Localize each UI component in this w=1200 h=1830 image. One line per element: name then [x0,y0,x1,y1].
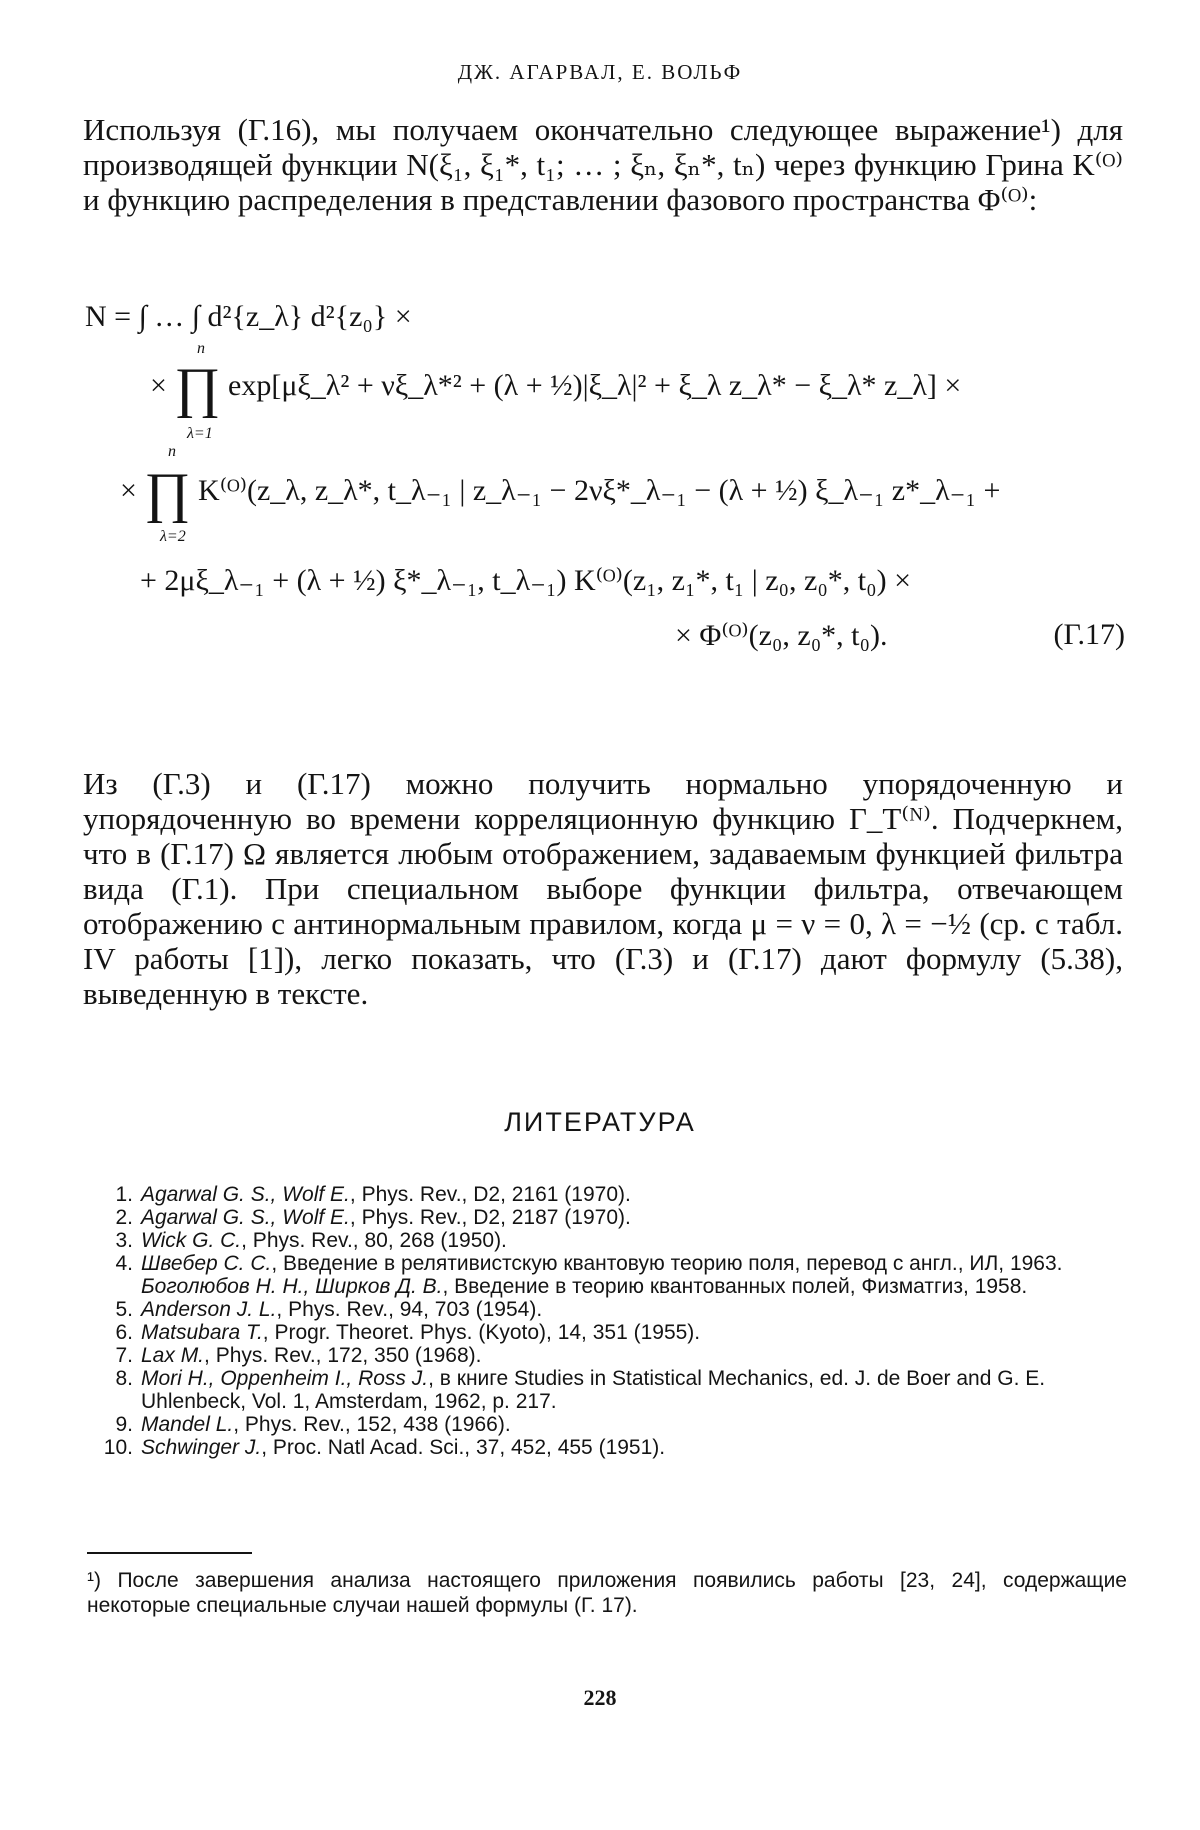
product-2-upper-limit: n [168,443,176,460]
equation-line-2-group [150,357,962,419]
reference-number: 4. [115,1252,133,1275]
reference-details: , Phys. Rev., D2, 2187 (1970). [349,1206,631,1229]
reference-item [85,1413,1130,1436]
intro-paragraph [83,112,1123,217]
reference-text [141,1413,1130,1436]
reference-number: 6. [115,1321,133,1344]
equation-line-5: × Φ⁽ᴼ⁾(z₀, z₀*, t₀). [675,619,888,652]
reference-text [141,1275,1130,1298]
reference-text [141,1229,1130,1252]
reference-details: , Phys. Rev., 152, 438 (1966). [233,1413,511,1436]
reference-author: Agarwal G. S., Wolf E. [141,1183,350,1206]
reference-number: 9. [115,1413,133,1436]
reference-author: Agarwal G. S., Wolf E. [141,1206,350,1229]
equation-line-3: K⁽ᴼ⁾(z_λ, z_λ*, t_λ₋₁ | z_λ₋₁ − 2νξ*_λ₋₁ − (λ + ½) ξ_λ₋₁ z*_λ₋₁ + [198,473,1001,507]
reference-item [85,1436,1130,1459]
reference-number: 2. [115,1206,133,1229]
reference-details: , Proc. Natl Acad. Sci., 37, 452, 455 (1951). [261,1436,666,1459]
footnote: ¹) После завершения анализа настоящего приложения появились работы [23, 24], содержащие некоторые специальные случаи нашей формулы (Г. 17). [87,1569,1127,1617]
reference-details: , Phys. Rev., D2, 2161 (1970). [349,1183,631,1206]
reference-details: , Введение в релятивистскую квантовую теорию поля, перевод с англ., ИЛ, 1963. [271,1252,1063,1275]
reference-text [141,1298,1130,1321]
reference-text [141,1436,1130,1459]
reference-author: Matsubara T. [141,1321,263,1344]
equation-line-1: N = ∫ … ∫ d²{z_λ} d²{z₀} × [85,300,412,333]
reference-author: Lax M. [141,1344,205,1367]
reference-details: , Phys. Rev., 172, 350 (1968). [204,1344,482,1367]
second-paragraph [83,766,1123,1011]
times-sign: × [120,473,137,507]
reference-item [85,1183,1130,1206]
reference-author: Боголюбов Н. Н., Ширков Д. В. [141,1275,443,1298]
reference-item [85,1275,1130,1298]
product-2-lower-limit: λ=2 [160,528,186,545]
reference-text [141,1367,1130,1413]
second-paragraph-text: Из (Г.3) и (Г.17) можно получить нормально упорядоченную и упорядоченную во времени корреляционную функцию Γ_T⁽ᴺ⁾. Подчеркнем, что в (Г.17) Ω является любым отображением, задаваемым функцией фильтра вида (Г.1). При специальном выборе функции фильтра, отвечающем отображению с антинормальным правилом, когда μ = ν = 0, λ = −½ (ср. с табл. IV работы [1]), легко показать, что (Г.3) и (Г.17) дают формулу (5.38), выведенную в тексте. [83,766,1123,1011]
product-1-lower-limit: λ=1 [187,425,213,442]
reference-number: 8. [115,1367,133,1390]
equation-line-3-group [120,462,1001,524]
reference-text [141,1252,1130,1275]
reference-details: , Phys. Rev., 80, 268 (1950). [241,1229,507,1252]
times-sign: × [150,368,167,402]
footnote-divider [87,1552,252,1554]
reference-number: 1. [115,1183,133,1206]
product-symbol-2: ∏ [144,462,191,524]
reference-author: Schwinger J. [141,1436,262,1459]
reference-text [141,1206,1130,1229]
reference-author: Anderson J. L. [141,1298,277,1321]
reference-item [85,1344,1130,1367]
reference-number: 7. [115,1344,133,1367]
reference-author: Mori H., Oppenheim I., Ross J. [141,1367,429,1390]
page-number: 228 [583,1685,617,1710]
reference-details: , Введение в теорию квантованных полей, Физматгиз, 1958. [442,1275,1028,1298]
section-title-literature: ЛИТЕРАТУРА [504,1107,696,1137]
reference-item [85,1298,1130,1321]
equation-line-2: exp[μξ_λ² + νξ_λ*² + (λ + ½)|ξ_λ|² + ξ_λ z_λ* − ξ_λ* z_λ] × [228,368,962,402]
reference-item [85,1252,1130,1275]
reference-item [85,1367,1130,1413]
product-1-upper-limit: n [197,340,205,357]
reference-item [85,1321,1130,1344]
reference-author: Wick G. C. [141,1229,242,1252]
equation-line-4: + 2μξ_λ₋₁ + (λ + ½) ξ*_λ₋₁, t_λ₋₁) K⁽ᴼ⁾(z₁, z₁*, t₁ | z₀, z₀*, t₀) × [140,564,911,597]
reference-list [85,1183,1130,1459]
reference-details: , Progr. Theoret. Phys. (Kyoto), 14, 351 (1955). [262,1321,701,1344]
product-symbol-1: ∏ [174,357,221,419]
reference-number: 10. [103,1436,133,1459]
reference-number [85,1275,141,1298]
reference-item [85,1206,1130,1229]
reference-number: 5. [115,1298,133,1321]
reference-item [85,1229,1130,1252]
reference-author: Швебер С. С. [141,1252,272,1275]
reference-details: , Phys. Rev., 94, 703 (1954). [276,1298,543,1321]
running-header: ДЖ. АГАРВАЛ, Е. ВОЛЬФ [457,60,743,84]
reference-text [141,1183,1130,1206]
reference-author: Mandel L. [141,1413,234,1436]
intro-paragraph-text: Используя (Г.16), мы получаем окончательно следующее выражение¹) для производящей функции N(ξ₁, ξ₁*, t₁; … ; ξₙ, ξₙ*, tₙ) через функцию Грина K⁽ᴼ⁾ и функцию распределения в представлении фазового пространства Φ⁽ᴼ⁾: [83,112,1123,217]
reference-number: 3. [115,1229,133,1252]
reference-details: , в книге Studies in Statistical Mechanics, ed. J. de Boer and G. E. Uhlenbeck, Vol. 1, Amsterdam, 1962, p. 217. [141,1367,1046,1413]
equation-number: (Г.17) [1053,618,1125,651]
reference-text [141,1321,1130,1344]
reference-text [141,1344,1130,1367]
